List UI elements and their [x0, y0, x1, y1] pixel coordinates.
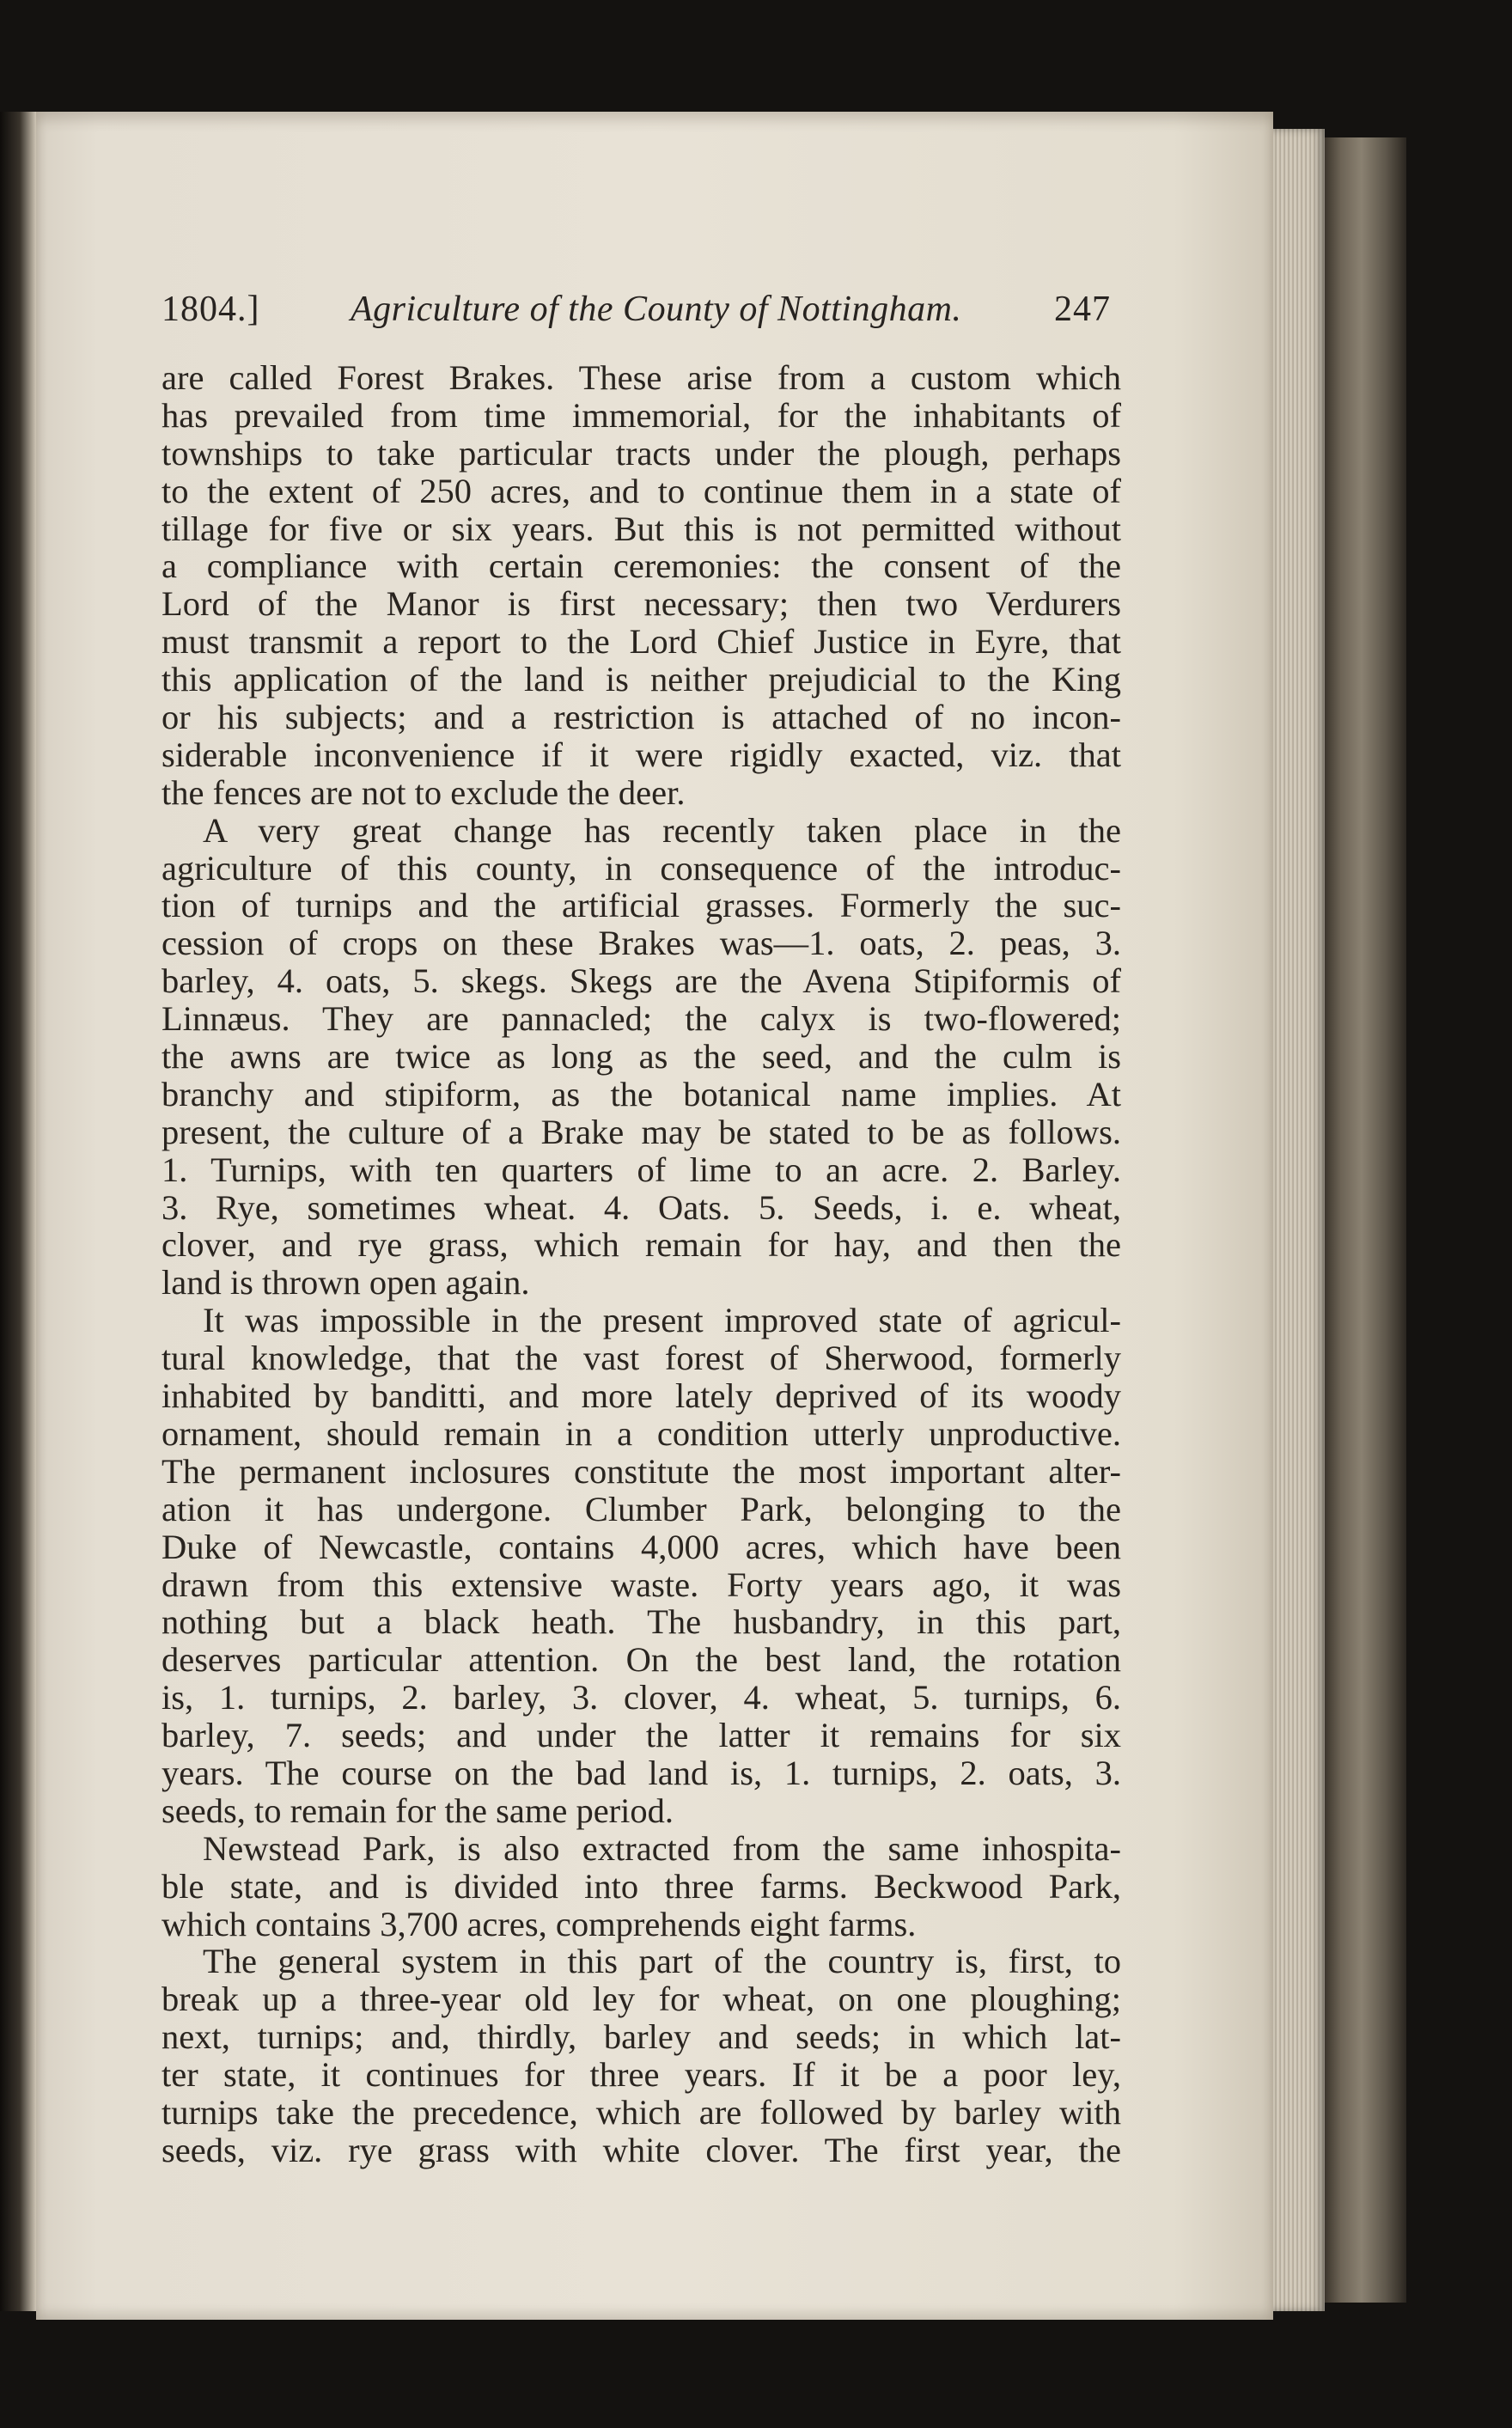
- text-line: seeds, to remain for the same period.: [162, 1790, 674, 1830]
- text-line: tillage for five or six years. But this is not permitted without: [162, 509, 1121, 548]
- paragraph-start: A very great change has recently taken place in the: [203, 810, 1121, 850]
- running-head-date: 1804.]: [162, 290, 260, 329]
- marbled-cover-edge: [1325, 137, 1406, 2303]
- text-line: or his subjects; and a restriction is attached of no incon-: [162, 698, 1121, 737]
- text-line: Lord of the Manor is first necessary; then two Verdurers: [162, 584, 1121, 624]
- text-line: inhabited by banditti, and more lately deprived of its woody: [162, 1376, 1121, 1416]
- text-line: agriculture of this county, in consequence of the introduc-: [162, 848, 1121, 888]
- text-line: tural knowledge, that the vast forest of Sherwood, formerly: [162, 1339, 1121, 1378]
- paragraph-start: Newstead Park, is also extracted from the same inhospita-: [203, 1828, 1121, 1868]
- text-line: break up a three-year old ley for wheat, on one ploughing;: [162, 1980, 1121, 2019]
- text-line: a compliance with certain ceremonies: the consent of the: [162, 546, 1121, 586]
- text-line: nothing but a black heath. The husbandry, in this part,: [162, 1602, 1121, 1642]
- text-line: has prevailed from time immemorial, for the inhabitants of: [162, 395, 1121, 435]
- paragraph-start: It was impossible in the present improved state of agricul-: [203, 1301, 1121, 1340]
- text-line: ter state, it continues for three years. If it be a poor ley,: [162, 2055, 1121, 2095]
- page-number: 247: [1054, 290, 1111, 329]
- text-line: barley, 4. oats, 5. skegs. Skegs are the Avena Stipiformis of: [162, 961, 1121, 1001]
- running-head: [162, 284, 1111, 339]
- text-line: the fences are not to exclude the deer.: [162, 772, 686, 812]
- text-line: townships to take particular tracts under the plough, perhaps: [162, 433, 1121, 473]
- text-line: Linnæus. They are pannacled; the calyx is two-flowered;: [162, 999, 1121, 1039]
- text-line: the awns are twice as long as the seed, and the culm is: [162, 1037, 1121, 1077]
- text-line: seeds, viz. rye grass with white clover. The first year, the: [162, 2130, 1121, 2169]
- text-line: clover, and rye grass, which remain for hay, and then the: [162, 1225, 1121, 1265]
- paragraph-start: The general system in this part of the country is, first, to: [203, 1942, 1121, 1981]
- text-line: 1. Turnips, with ten quarters of lime to an acre. 2. Barley.: [162, 1150, 1121, 1189]
- text-line: Duke of Newcastle, contains 4,000 acres, which have been: [162, 1527, 1121, 1566]
- text-line: ble state, and is divided into three farms. Beckwood Park,: [162, 1866, 1121, 1906]
- text-line: branchy and stipiform, as the botanical name implies. At: [162, 1074, 1121, 1113]
- text-line: tion of turnips and the artificial grasses. Formerly the suc-: [162, 886, 1121, 925]
- text-line: drawn from this extensive waste. Forty years ago, it was: [162, 1565, 1121, 1604]
- text-line: ation it has undergone. Clumber Park, belonging to the: [162, 1489, 1121, 1528]
- text-line: which contains 3,700 acres, comprehends eight farms.: [162, 1904, 917, 1943]
- text-line: barley, 7. seeds; and under the latter it remains for six: [162, 1716, 1121, 1755]
- text-line: next, turnips; and, thirdly, barley and seeds; in which lat-: [162, 2017, 1121, 2057]
- text-line: deserves particular attention. On the best land, the rotation: [162, 1640, 1121, 1680]
- text-line: siderable inconvenience if it were rigidly exacted, viz. that: [162, 735, 1121, 774]
- text-line: are called Forest Brakes. These arise from a custom which: [162, 358, 1121, 397]
- text-line: is, 1. turnips, 2. barley, 3. clover, 4. wheat, 5. turnips, 6.: [162, 1678, 1121, 1717]
- text-line: The permanent inclosures constitute the most important alter-: [162, 1451, 1121, 1491]
- text-line: turnips take the precedence, which are followed by barley with: [162, 2092, 1121, 2132]
- text-line: to the extent of 250 acres, and to continue them in a state of: [162, 471, 1121, 510]
- text-line: this application of the land is neither prejudicial to the King: [162, 660, 1121, 699]
- text-line: ornament, should remain in a condition utterly unproductive.: [162, 1413, 1121, 1453]
- text-line: 3. Rye, sometimes wheat. 4. Oats. 5. Seeds, i. e. wheat,: [162, 1187, 1121, 1227]
- facing-page-edge: [0, 112, 36, 2311]
- text-line: cession of crops on these Brakes was—1. oats, 2. peas, 3.: [162, 924, 1121, 963]
- running-head-title: Agriculture of the County of Nottingham.: [351, 290, 962, 329]
- page-edges: [1273, 129, 1325, 2311]
- text-line: land is thrown open again.: [162, 1263, 530, 1302]
- body-text: [162, 359, 1121, 2169]
- text-line: must transmit a report to the Lord Chief Justice in Eyre, that: [162, 622, 1121, 662]
- text-line: present, the culture of a Brake may be stated to be as follows.: [162, 1112, 1121, 1151]
- text-line: years. The course on the bad land is, 1. turnips, 2. oats, 3.: [162, 1753, 1121, 1792]
